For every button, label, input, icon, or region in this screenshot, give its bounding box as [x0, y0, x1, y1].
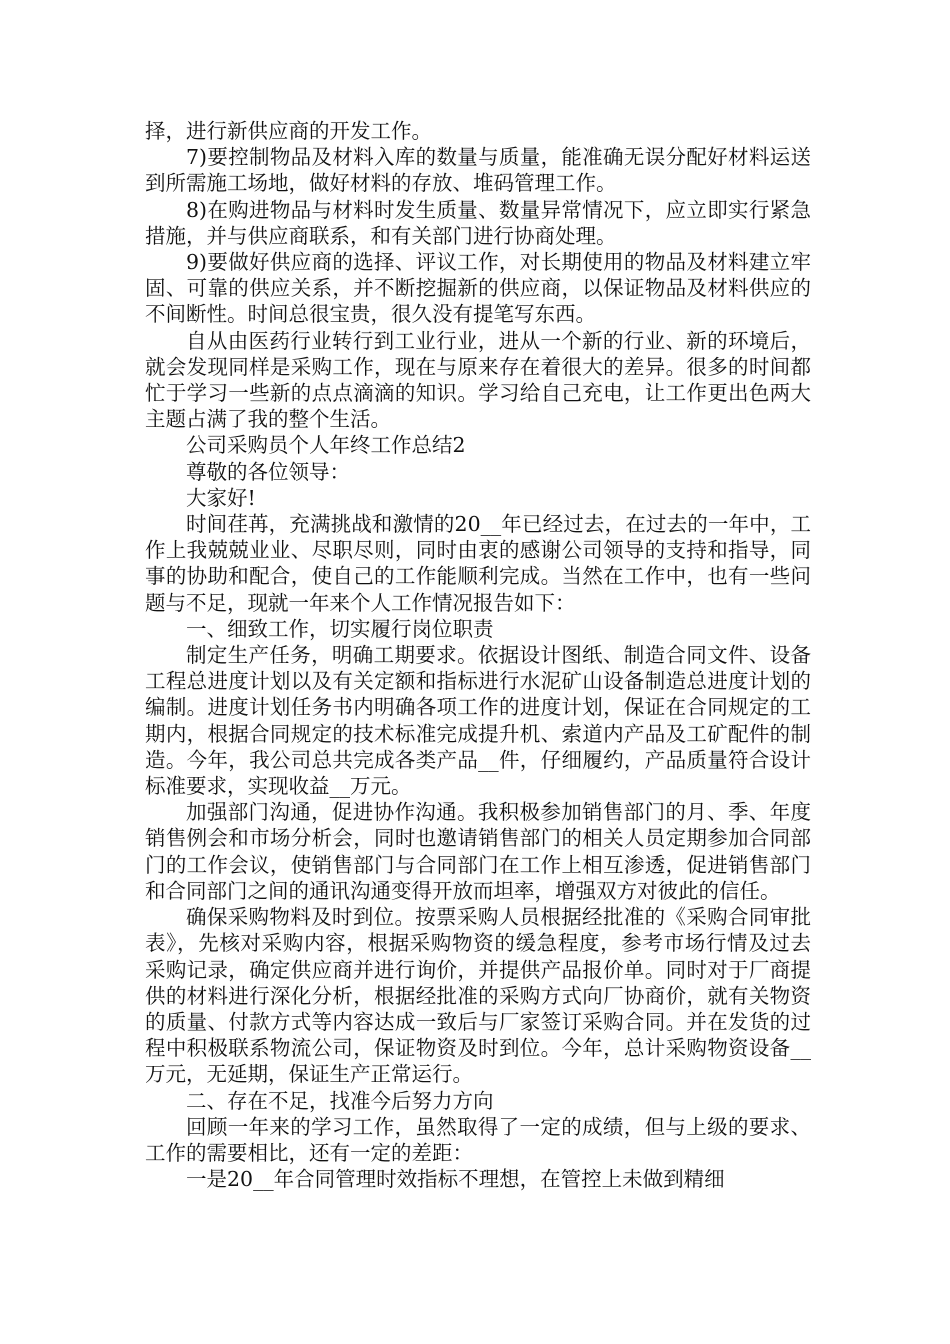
- heading-part-one: 一、细致工作，切实履行岗位职责: [186, 616, 494, 641]
- paragraph-item-8: 8)在购进物品与材料时发生质量、数量异常情况下，应立即实行紧急措施，并与供应商联系，和有关部门进行协商处理。: [145, 197, 811, 248]
- paragraph-career-change: 自从由医药行业转行到工业行业，进从一个新的行业、新的环境后，就会发现同样是采购工作，现在与原来存在着很大的差异。很多的时间都忙于学习一些新的点点滴滴的知识。学习给自己充电，让工作更出色两大主题占满了我的整个生活。: [145, 328, 811, 432]
- document-body: [145, 118, 811, 1192]
- paragraph-item-9: 9)要做好供应商的选择、评议工作，对长期使用的物品及材料建立牢固、可靠的供应关系，并不断挖掘新的供应商，以保证物品及材料供应的不间断性。时间总很宝贵，很久没有提笔写东西。: [145, 250, 811, 327]
- salutation: 尊敬的各位领导：: [186, 459, 350, 484]
- paragraph-review: 回顾一年来的学习工作，虽然取得了一定的成绩，但与上级的要求、工作的需要相比，还有一定的差距：: [145, 1114, 811, 1165]
- paragraph-shortcoming-one: 一是20__年合同管理时效指标不理想，在管控上未做到精细: [186, 1167, 725, 1192]
- paragraph-item-7: 7)要控制物品及材料入库的数量与质量，能准确无误分配好材料运送到所需施工场地，做好材料的存放、堆码管理工作。: [145, 145, 811, 196]
- paragraph-intro: 时间荏苒，充满挑战和激情的20__年已经过去，在过去的一年中，工作上我兢兢业业、尽职尽则，同时由衷的感谢公司领导的支持和指导，同事的协助和配合，使自己的工作能顺利完成。当然在工作中，也有一些问题与不足，现就一年来个人工作情况报告如下：: [145, 512, 811, 615]
- section-title: 公司采购员个人年终工作总结2: [186, 433, 466, 458]
- heading-part-two: 二、存在不足，找准今后努力方向: [186, 1088, 494, 1113]
- paragraph-department-communication: 加强部门沟通，促进协作沟通。我积极参加销售部门的月、季、年度销售例会和市场分析会，同时也邀请销售部门的相关人员定期参加合同部门的工作会议，使销售部门与合同部门在工作上相互渗透，促进销售部门和合同部门之间的通讯沟通变得开放而坦率，增强双方对彼此的信任。: [145, 800, 811, 903]
- paragraph-continuation: 择，进行新供应商的开发工作。: [145, 119, 432, 143]
- paragraph-procurement: 确保采购物料及时到位。按票采购人员根据经批准的《采购合同审批表》，先核对采购内容，根据采购物资的缓急程度，参考市场行情及过去采购记录，确定供应商并进行询价，并提供产品报价单。同时对于厂商提供的材料进行深化分析，根据经批准的采购方式向厂协商价，就有关物资的质量、付款方式等内容达成一致后与厂家签订采购合同。并在发货的过程中积极联系物流公司，保证物资及时到位。今年，总计采购物资设备__万元，无延期，保证生产正常运行。: [145, 905, 811, 1087]
- paragraph-production-tasks: 制定生产任务，明确工期要求。依据设计图纸、制造合同文件、设备工程总进度计划以及有关定额和指标进行水泥矿山设备制造总进度计划的编制。进度计划任务书内明确各项工作的进度计划，保证在合同规定的工期内，根据合同规定的技术标准完成提升机、索道内产品及工矿配件的制造。今年，我公司总共完成各类产品__件，仔细履约，产品质量符合设计标准要求，实现收益__万元。: [145, 643, 811, 799]
- greeting: 大家好!: [186, 485, 256, 510]
